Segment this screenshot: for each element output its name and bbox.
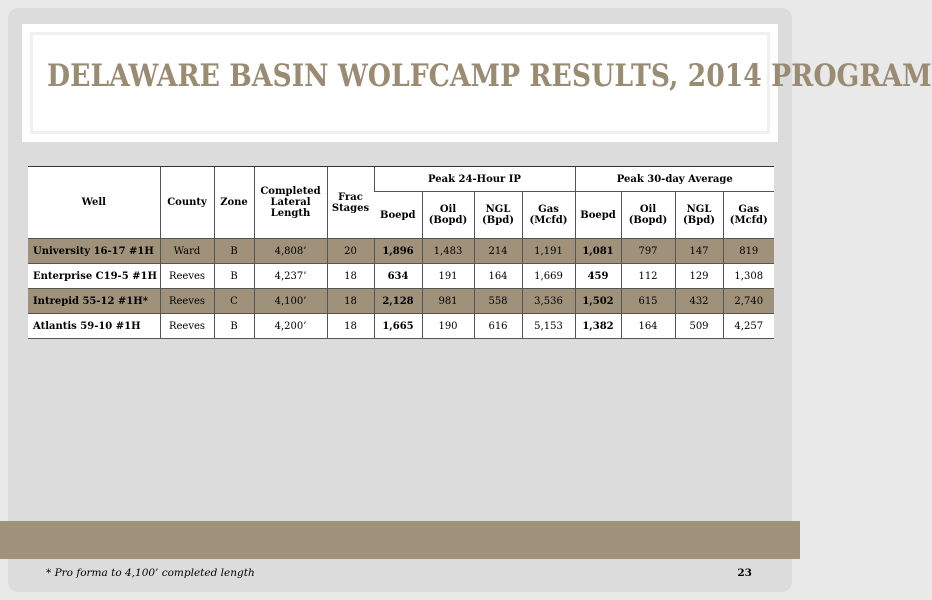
header-avg-oil: Oil (Bopd): [621, 192, 675, 239]
cell-ip-boepd: 2,128: [374, 289, 422, 314]
cell-ip-gas: 3,536: [522, 289, 575, 314]
cell-ip-ngl: 214: [474, 239, 522, 264]
cell-frac: 18: [327, 264, 374, 289]
header-peak-24-hour-ip: Peak 24-Hour IP: [374, 167, 575, 192]
cell-avg-oil: 797: [621, 239, 675, 264]
cell-avg-boepd: 1,502: [575, 289, 621, 314]
cell-avg-boepd: 1,382: [575, 314, 621, 339]
cell-ip-oil: 981: [422, 289, 474, 314]
cell-ip-ngl: 616: [474, 314, 522, 339]
header-zone: Zone: [214, 167, 254, 239]
cell-county: Ward: [160, 239, 214, 264]
cell-ip-gas: 1,191: [522, 239, 575, 264]
cell-avg-oil: 112: [621, 264, 675, 289]
header-ip-boepd: Boepd: [374, 192, 422, 239]
cell-zone: B: [214, 264, 254, 289]
cell-avg-oil: 615: [621, 289, 675, 314]
header-ip-gas: Gas (Mcfd): [522, 192, 575, 239]
header-row-groups: [28, 167, 774, 192]
cell-ip-ngl: 558: [474, 289, 522, 314]
page-number: 23: [737, 567, 752, 579]
header-frac-stages: Frac Stages: [327, 167, 374, 239]
cell-county: Reeves: [160, 314, 214, 339]
cell-ip-boepd: 1,896: [374, 239, 422, 264]
cell-county: Reeves: [160, 289, 214, 314]
cell-ip-ngl: 164: [474, 264, 522, 289]
cell-lateral: 4,200’: [254, 314, 327, 339]
cell-avg-gas: 4,257: [723, 314, 774, 339]
header-avg-boepd: Boepd: [575, 192, 621, 239]
cell-ip-boepd: 1,665: [374, 314, 422, 339]
header-avg-ngl: NGL (Bpd): [675, 192, 723, 239]
cell-ip-oil: 190: [422, 314, 474, 339]
header-avg-gas: Gas (Mcfd): [723, 192, 774, 239]
cell-ip-gas: 5,153: [522, 314, 575, 339]
cell-well: Enterprise C19-5 #1H: [28, 264, 160, 289]
cell-county: Reeves: [160, 264, 214, 289]
cell-ip-oil: 191: [422, 264, 474, 289]
table-row: [28, 264, 774, 289]
cell-frac: 20: [327, 239, 374, 264]
cell-avg-gas: 1,308: [723, 264, 774, 289]
cell-lateral: 4,808’: [254, 239, 327, 264]
slide-title: DELAWARE BASIN WOLFCAMP RESULTS, 2014 PROGRAM: [47, 58, 932, 94]
header-ip-ngl: NGL (Bpd): [474, 192, 522, 239]
cell-lateral: 4,237’: [254, 264, 327, 289]
cell-avg-oil: 164: [621, 314, 675, 339]
header-lateral-length: Completed Lateral Length: [254, 167, 327, 239]
cell-ip-oil: 1,483: [422, 239, 474, 264]
cell-avg-ngl: 147: [675, 239, 723, 264]
header-peak-30-day-average: Peak 30-day Average: [575, 167, 774, 192]
cell-ip-boepd: 634: [374, 264, 422, 289]
cell-frac: 18: [327, 289, 374, 314]
cell-well: Intrepid 55-12 #1H*: [28, 289, 160, 314]
header-ip-oil: Oil (Bopd): [422, 192, 474, 239]
cell-well: Atlantis 59-10 #1H: [28, 314, 160, 339]
footnote: * Pro forma to 4,100’ completed length: [46, 567, 255, 579]
cell-avg-ngl: 129: [675, 264, 723, 289]
cell-ip-gas: 1,669: [522, 264, 575, 289]
table-row: [28, 239, 774, 264]
table-row: [28, 289, 774, 314]
results-table: [28, 166, 774, 339]
cell-lateral: 4,100’: [254, 289, 327, 314]
cell-well: University 16-17 #1H: [28, 239, 160, 264]
footer-band: [0, 521, 800, 559]
cell-zone: B: [214, 239, 254, 264]
cell-avg-ngl: 509: [675, 314, 723, 339]
cell-avg-boepd: 1,081: [575, 239, 621, 264]
header-county: County: [160, 167, 214, 239]
cell-frac: 18: [327, 314, 374, 339]
cell-avg-gas: 2,740: [723, 289, 774, 314]
header-well: Well: [28, 167, 160, 239]
table-row: [28, 314, 774, 339]
cell-avg-ngl: 432: [675, 289, 723, 314]
cell-zone: B: [214, 314, 254, 339]
cell-avg-gas: 819: [723, 239, 774, 264]
cell-zone: C: [214, 289, 254, 314]
cell-avg-boepd: 459: [575, 264, 621, 289]
